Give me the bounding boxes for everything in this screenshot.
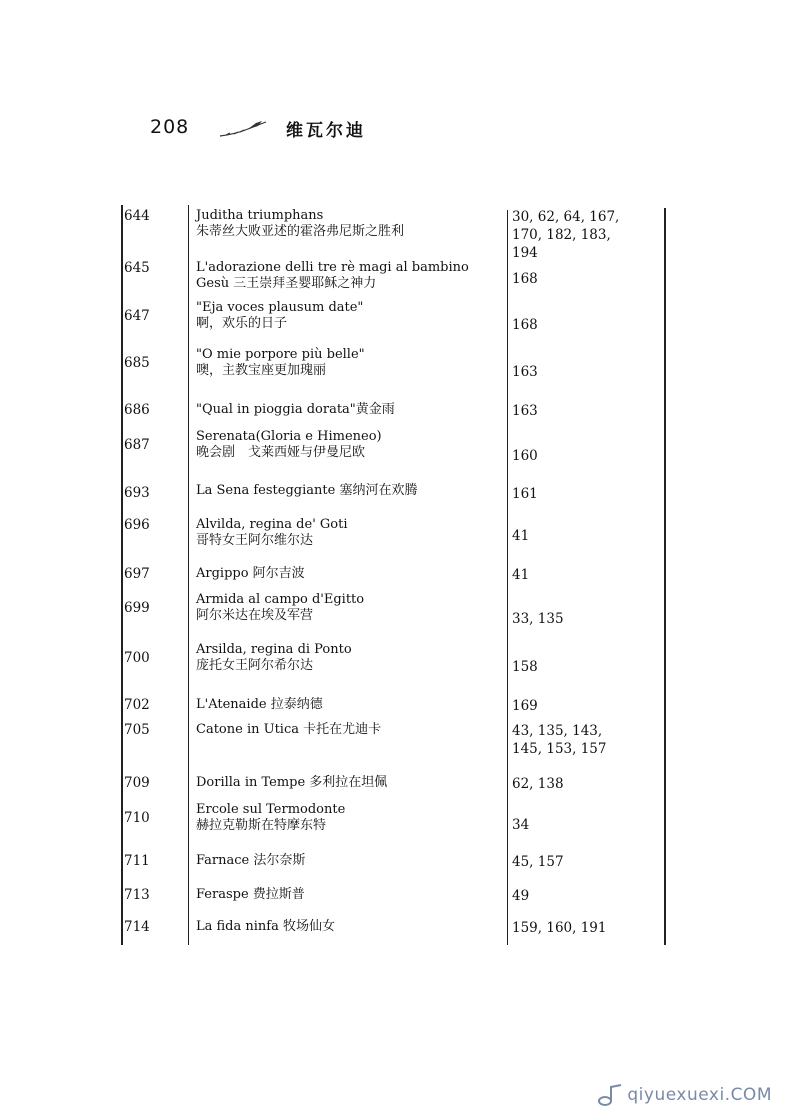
watermark <box>597 1084 772 1106</box>
entry-pages-line: 41 <box>512 528 530 544</box>
entry-number: 644 <box>124 208 150 224</box>
entry-pages-line: 145, 153, 157 <box>512 741 607 757</box>
entry-pages-line: 159, 160, 191 <box>512 920 607 936</box>
entry-title-line: Ercole sul Termodonte <box>196 802 346 817</box>
entry-number: 647 <box>124 308 150 324</box>
entry-title-line: Gesù 三王崇拜圣婴耶稣之神力 <box>196 276 377 291</box>
column-rule-right <box>664 208 666 945</box>
entry-pages-line: 158 <box>512 659 538 675</box>
entry-pages-line: 168 <box>512 317 538 333</box>
entry-pages <box>512 485 538 503</box>
entry-pages <box>512 402 538 420</box>
entry-title <box>196 260 469 292</box>
entry-title-line: 赫拉克勒斯在特摩东特 <box>196 818 327 833</box>
entry-title <box>196 402 395 418</box>
page-number: 208 <box>150 116 190 138</box>
entry-pages-line: 45, 157 <box>512 854 564 870</box>
entry-number: 713 <box>124 887 150 903</box>
entry-pages <box>512 887 529 905</box>
entry-title-line: Alvilda, regina de' Goti <box>196 517 348 532</box>
entry-number: 693 <box>124 485 150 501</box>
entry-pages-line: 163 <box>512 403 538 419</box>
entry-title-line: Armida al campo d'Egitto <box>196 592 365 607</box>
entry-title-line: La fida ninfa 牧场仙女 <box>196 919 335 934</box>
entry-number: 699 <box>124 600 150 616</box>
entry-title-line: 晚会剧 戈莱西娅与伊曼尼欧 <box>196 445 366 460</box>
running-title: 维瓦尔迪 <box>286 121 366 141</box>
entry-title <box>196 919 335 935</box>
entry-pages-line: 43, 135, 143, <box>512 723 603 739</box>
entry-title-line: Catone in Utica 卡托在尤迪卡 <box>196 722 382 737</box>
entry-title-line: Feraspe 费拉斯普 <box>196 887 305 902</box>
entry-title-line: "O mie porpore più belle" <box>196 347 365 362</box>
entry-number: 685 <box>124 355 150 371</box>
entry-pages <box>512 816 529 834</box>
column-rule-pages <box>507 210 508 945</box>
entry-number: 645 <box>124 260 150 276</box>
entry-pages <box>512 610 564 628</box>
entry-title <box>196 775 387 791</box>
music-note-icon <box>597 1084 623 1106</box>
entry-title <box>196 208 404 240</box>
entry-number: 709 <box>124 775 150 791</box>
entry-title-line: 哥特女王阿尔维尔达 <box>196 533 314 548</box>
entry-pages <box>512 919 606 937</box>
entry-pages-line: 163 <box>512 364 538 380</box>
entry-pages <box>512 527 529 545</box>
entry-pages <box>512 270 538 288</box>
column-rule-middle <box>188 205 189 945</box>
entry-title <box>196 697 323 713</box>
entry-title-line: Arsilda, regina di Ponto <box>196 642 352 657</box>
entry-pages-line: 30, 62, 64, 167, <box>512 209 620 225</box>
entry-title <box>196 722 381 738</box>
entry-title <box>196 887 305 903</box>
entry-title-line: Argippo 阿尔吉波 <box>196 566 305 581</box>
entry-title <box>196 517 348 549</box>
entry-pages <box>512 697 538 715</box>
entry-pages <box>512 722 606 758</box>
entry-title <box>196 566 305 582</box>
entry-title-line: Juditha triumphans <box>196 208 324 223</box>
entry-title <box>196 347 365 379</box>
entry-number: 696 <box>124 517 150 533</box>
entry-number: 687 <box>124 437 150 453</box>
entry-pages-line: 160 <box>512 448 538 464</box>
entry-title-line: 朱蒂丝大败亚述的霍洛弗尼斯之胜利 <box>196 224 405 239</box>
entry-pages-line: 49 <box>512 888 530 904</box>
entry-number: 711 <box>124 853 150 869</box>
page-header <box>150 116 450 144</box>
entry-pages-line: 170, 182, 183, <box>512 227 611 243</box>
entry-pages-line: 41 <box>512 567 530 583</box>
entry-pages <box>512 363 538 381</box>
entry-title <box>196 300 363 332</box>
entry-pages <box>512 208 619 262</box>
entry-number: 710 <box>124 810 150 826</box>
entry-title-line: "Eja voces plausum date" <box>196 300 364 315</box>
entry-number: 697 <box>124 566 150 582</box>
quill-ornament-icon <box>218 120 268 140</box>
entry-title <box>196 642 352 674</box>
entry-pages-line: 161 <box>512 486 538 502</box>
entry-title-line: "Qual in pioggia dorata"黄金雨 <box>196 402 395 417</box>
entry-pages-line: 194 <box>512 245 538 261</box>
entry-title-line: 庞托女王阿尔希尔达 <box>196 658 314 673</box>
entry-number: 714 <box>124 919 150 935</box>
entry-title <box>196 483 417 499</box>
entry-pages-line: 168 <box>512 271 538 287</box>
entry-number: 686 <box>124 402 150 418</box>
entry-title-line: 噢，主教宝座更加瑰丽 <box>196 363 327 378</box>
entry-title <box>196 429 382 461</box>
entry-number: 705 <box>124 722 150 738</box>
entry-title <box>196 853 305 869</box>
entry-pages <box>512 316 538 334</box>
entry-title-line: L'Atenaide 拉泰纳德 <box>196 697 323 712</box>
entry-title-line: Dorilla in Tempe 多利拉在坦佩 <box>196 775 388 790</box>
entry-pages <box>512 853 564 871</box>
entry-number: 702 <box>124 697 150 713</box>
entry-pages <box>512 566 529 584</box>
entry-title-line: Serenata(Gloria e Himeneo) <box>196 429 382 444</box>
entry-pages <box>512 447 538 465</box>
entry-pages <box>512 775 564 793</box>
entry-title-line: 啊，欢乐的日子 <box>196 316 288 331</box>
watermark-text: qiyuexuexi.COM <box>627 1085 772 1105</box>
entry-title-line: La Sena festeggiante 塞纳河在欢腾 <box>196 483 418 498</box>
entry-pages-line: 33, 135 <box>512 611 564 627</box>
entry-pages-line: 34 <box>512 817 530 833</box>
column-rule-left <box>121 205 123 945</box>
entry-number: 700 <box>124 650 150 666</box>
entry-title <box>196 802 345 834</box>
entry-pages-line: 169 <box>512 698 538 714</box>
entry-pages-line: 62, 138 <box>512 776 564 792</box>
entry-title-line: L'adorazione delli tre rè magi al bambino <box>196 260 469 275</box>
entry-title-line: Farnace 法尔奈斯 <box>196 853 306 868</box>
entry-title-line: 阿尔米达在埃及军营 <box>196 608 314 623</box>
entry-pages <box>512 658 538 676</box>
entry-title <box>196 592 364 624</box>
